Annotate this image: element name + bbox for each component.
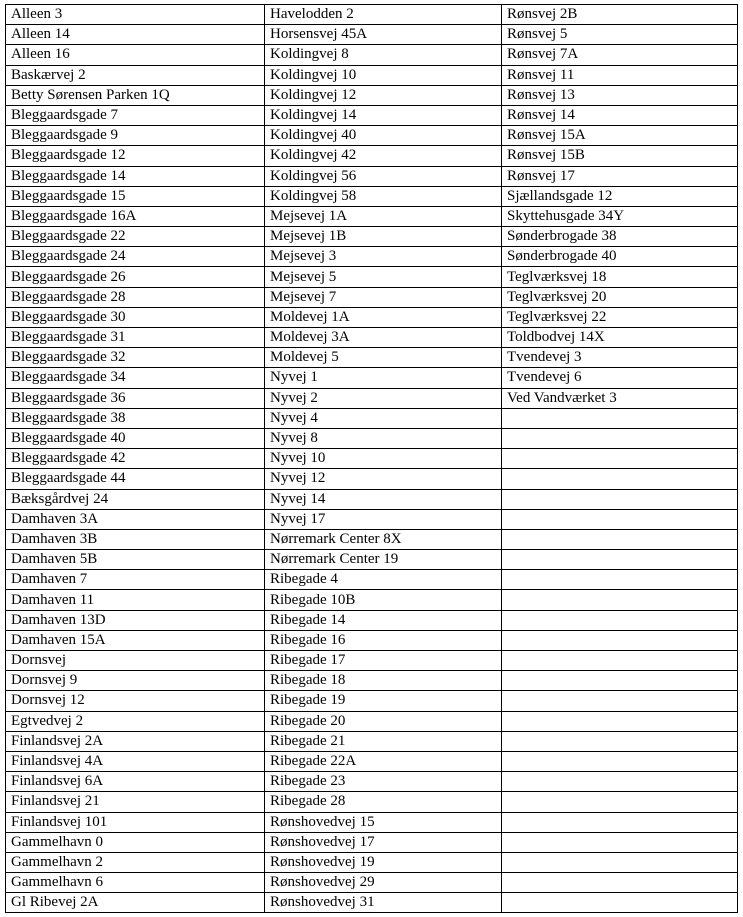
- address-cell: Sønderbrogade 38: [502, 227, 738, 247]
- address-cell: Gl Ribevej 2A: [6, 893, 265, 913]
- address-cell: [502, 529, 738, 549]
- address-cell: Rønshovedvej 15: [265, 812, 502, 832]
- address-cell: Bleggaardsgade 44: [6, 469, 265, 489]
- address-cell: Finlandsvej 2A: [6, 731, 265, 751]
- address-cell: Koldingvej 14: [265, 105, 502, 125]
- address-cell: [502, 610, 738, 630]
- table-row: [6, 5, 738, 25]
- address-cell: Damhaven 5B: [6, 550, 265, 570]
- address-cell: [502, 408, 738, 428]
- address-cell: Ribegade 4: [265, 570, 502, 590]
- address-cell: Teglværksvej 20: [502, 287, 738, 307]
- address-cell: Ribegade 21: [265, 731, 502, 751]
- address-cell: Koldingvej 42: [265, 146, 502, 166]
- table-row: [6, 812, 738, 832]
- address-cell: [502, 731, 738, 751]
- table-row: [6, 65, 738, 85]
- address-cell: Nyvej 4: [265, 408, 502, 428]
- address-cell: Rønshovedvej 19: [265, 852, 502, 872]
- address-cell: Koldingvej 40: [265, 126, 502, 146]
- table-row: [6, 328, 738, 348]
- address-cell: Dornsvej 9: [6, 671, 265, 691]
- address-cell: Bleggaardsgade 42: [6, 449, 265, 469]
- address-cell: [502, 509, 738, 529]
- address-cell: Damhaven 11: [6, 590, 265, 610]
- table-row: [6, 186, 738, 206]
- table-row: [6, 751, 738, 771]
- address-cell: Horsensvej 45A: [265, 25, 502, 45]
- address-cell: Rønsvej 2B: [502, 5, 738, 25]
- table-row: [6, 227, 738, 247]
- address-cell: Sjællandsgade 12: [502, 186, 738, 206]
- address-cell: Sønderbrogade 40: [502, 247, 738, 267]
- address-cell: [502, 832, 738, 852]
- address-cell: Koldingvej 56: [265, 166, 502, 186]
- address-cell: Bleggaardsgade 16A: [6, 206, 265, 226]
- address-cell: Ribegade 20: [265, 711, 502, 731]
- address-cell: Finlandsvej 21: [6, 792, 265, 812]
- address-cell: [502, 852, 738, 872]
- address-cell: [502, 469, 738, 489]
- address-cell: [502, 691, 738, 711]
- table-row: [6, 630, 738, 650]
- address-cell: Moldevej 3A: [265, 328, 502, 348]
- table-row: [6, 610, 738, 630]
- address-cell: Bleggaardsgade 30: [6, 307, 265, 327]
- address-cell: Nyvej 12: [265, 469, 502, 489]
- table-row: [6, 428, 738, 448]
- address-cell: [502, 651, 738, 671]
- table-row: [6, 711, 738, 731]
- table-row: [6, 772, 738, 792]
- table-row: [6, 731, 738, 751]
- table-row: [6, 570, 738, 590]
- table-row: [6, 166, 738, 186]
- address-cell: Rønsvej 11: [502, 65, 738, 85]
- address-cell: Koldingvej 58: [265, 186, 502, 206]
- address-cell: Gammelhavn 2: [6, 852, 265, 872]
- address-cell: Teglværksvej 18: [502, 267, 738, 287]
- address-cell: Nyvej 17: [265, 509, 502, 529]
- table-row: [6, 25, 738, 45]
- address-cell: Bleggaardsgade 15: [6, 186, 265, 206]
- address-cell: Ved Vandværket 3: [502, 388, 738, 408]
- address-cell: Damhaven 15A: [6, 630, 265, 650]
- address-cell: Mejsevej 5: [265, 267, 502, 287]
- table-row: [6, 893, 738, 913]
- table-row: [6, 469, 738, 489]
- address-cell: [502, 812, 738, 832]
- address-cell: Toldbodvej 14X: [502, 328, 738, 348]
- address-cell: [502, 550, 738, 570]
- address-cell: Bleggaardsgade 12: [6, 146, 265, 166]
- address-table: [5, 4, 738, 913]
- address-cell: Damhaven 7: [6, 570, 265, 590]
- address-cell: Ribegade 18: [265, 671, 502, 691]
- address-cell: Finlandsvej 101: [6, 812, 265, 832]
- table-row: [6, 449, 738, 469]
- address-cell: Moldevej 1A: [265, 307, 502, 327]
- address-cell: Ribegade 17: [265, 651, 502, 671]
- table-row: [6, 792, 738, 812]
- address-cell: Mejsevej 1B: [265, 227, 502, 247]
- address-cell: Teglværksvej 22: [502, 307, 738, 327]
- address-cell: Ribegade 22A: [265, 751, 502, 771]
- address-cell: Nyvej 2: [265, 388, 502, 408]
- table-row: [6, 247, 738, 267]
- address-cell: Nørremark Center 8X: [265, 529, 502, 549]
- address-cell: Rønsvej 15A: [502, 126, 738, 146]
- address-cell: [502, 711, 738, 731]
- address-cell: Koldingvej 12: [265, 85, 502, 105]
- address-cell: Egtvedvej 2: [6, 711, 265, 731]
- table-row: [6, 529, 738, 549]
- table-row: [6, 509, 738, 529]
- table-row: [6, 126, 738, 146]
- address-cell: Bleggaardsgade 38: [6, 408, 265, 428]
- address-cell: Damhaven 13D: [6, 610, 265, 630]
- address-cell: Ribegade 28: [265, 792, 502, 812]
- address-cell: [502, 449, 738, 469]
- address-cell: Nyvej 10: [265, 449, 502, 469]
- address-cell: Ribegade 14: [265, 610, 502, 630]
- address-cell: Damhaven 3A: [6, 509, 265, 529]
- address-cell: Havelodden 2: [265, 5, 502, 25]
- address-cell: Rønsvej 14: [502, 105, 738, 125]
- address-cell: [502, 630, 738, 650]
- address-cell: [502, 428, 738, 448]
- address-cell: [502, 751, 738, 771]
- address-cell: Bleggaardsgade 24: [6, 247, 265, 267]
- table-row: [6, 408, 738, 428]
- address-cell: Finlandsvej 6A: [6, 772, 265, 792]
- address-cell: Alleen 16: [6, 45, 265, 65]
- address-cell: Bleggaardsgade 28: [6, 287, 265, 307]
- table-row: [6, 489, 738, 509]
- table-row: [6, 206, 738, 226]
- table-row: [6, 146, 738, 166]
- address-table-body: [6, 5, 738, 913]
- address-cell: Gammelhavn 6: [6, 873, 265, 893]
- address-cell: Bleggaardsgade 40: [6, 428, 265, 448]
- address-cell: Damhaven 3B: [6, 529, 265, 549]
- address-cell: Alleen 14: [6, 25, 265, 45]
- address-cell: Dornsvej 12: [6, 691, 265, 711]
- address-cell: Skyttehusgade 34Y: [502, 206, 738, 226]
- table-row: [6, 590, 738, 610]
- address-cell: Bleggaardsgade 31: [6, 328, 265, 348]
- address-cell: Nyvej 14: [265, 489, 502, 509]
- address-cell: Bleggaardsgade 26: [6, 267, 265, 287]
- table-row: [6, 368, 738, 388]
- address-cell: Ribegade 23: [265, 772, 502, 792]
- address-cell: [502, 792, 738, 812]
- address-cell: Nyvej 1: [265, 368, 502, 388]
- address-cell: Rønsvej 17: [502, 166, 738, 186]
- address-cell: Rønshovedvej 31: [265, 893, 502, 913]
- address-cell: Tvendevej 3: [502, 348, 738, 368]
- address-cell: [502, 772, 738, 792]
- address-cell: [502, 873, 738, 893]
- address-cell: Bleggaardsgade 9: [6, 126, 265, 146]
- address-cell: Finlandsvej 4A: [6, 751, 265, 771]
- address-cell: Moldevej 5: [265, 348, 502, 368]
- address-cell: Rønsvej 5: [502, 25, 738, 45]
- table-row: [6, 105, 738, 125]
- address-cell: [502, 590, 738, 610]
- address-cell: Tvendevej 6: [502, 368, 738, 388]
- table-row: [6, 307, 738, 327]
- table-row: [6, 85, 738, 105]
- address-cell: Rønsvej 13: [502, 85, 738, 105]
- address-cell: Dornsvej: [6, 651, 265, 671]
- table-row: [6, 550, 738, 570]
- table-row: [6, 671, 738, 691]
- address-cell: [502, 489, 738, 509]
- address-cell: Baskærvej 2: [6, 65, 265, 85]
- table-row: [6, 852, 738, 872]
- address-cell: Rønsvej 15B: [502, 146, 738, 166]
- table-row: [6, 348, 738, 368]
- address-cell: Alleen 3: [6, 5, 265, 25]
- table-row: [6, 45, 738, 65]
- table-row: [6, 287, 738, 307]
- address-cell: Mejsevej 7: [265, 287, 502, 307]
- address-cell: Koldingvej 8: [265, 45, 502, 65]
- address-cell: Bleggaardsgade 22: [6, 227, 265, 247]
- address-cell: Ribegade 10B: [265, 590, 502, 610]
- address-cell: [502, 570, 738, 590]
- address-cell: Rønshovedvej 29: [265, 873, 502, 893]
- address-cell: Bleggaardsgade 32: [6, 348, 265, 368]
- address-cell: Bleggaardsgade 36: [6, 388, 265, 408]
- table-row: [6, 388, 738, 408]
- address-cell: [502, 671, 738, 691]
- address-cell: Bleggaardsgade 34: [6, 368, 265, 388]
- address-cell: Mejsevej 3: [265, 247, 502, 267]
- address-cell: Bæksgårdvej 24: [6, 489, 265, 509]
- address-cell: [502, 893, 738, 913]
- table-row: [6, 873, 738, 893]
- address-cell: Bleggaardsgade 14: [6, 166, 265, 186]
- address-cell: Betty Sørensen Parken 1Q: [6, 85, 265, 105]
- address-cell: Nyvej 8: [265, 428, 502, 448]
- address-cell: Ribegade 16: [265, 630, 502, 650]
- table-row: [6, 832, 738, 852]
- table-row: [6, 691, 738, 711]
- address-cell: Bleggaardsgade 7: [6, 105, 265, 125]
- address-cell: Nørremark Center 19: [265, 550, 502, 570]
- table-row: [6, 651, 738, 671]
- table-row: [6, 267, 738, 287]
- address-cell: Mejsevej 1A: [265, 206, 502, 226]
- address-cell: Ribegade 19: [265, 691, 502, 711]
- address-cell: Rønsvej 7A: [502, 45, 738, 65]
- address-cell: Gammelhavn 0: [6, 832, 265, 852]
- address-cell: Koldingvej 10: [265, 65, 502, 85]
- address-cell: Rønshovedvej 17: [265, 832, 502, 852]
